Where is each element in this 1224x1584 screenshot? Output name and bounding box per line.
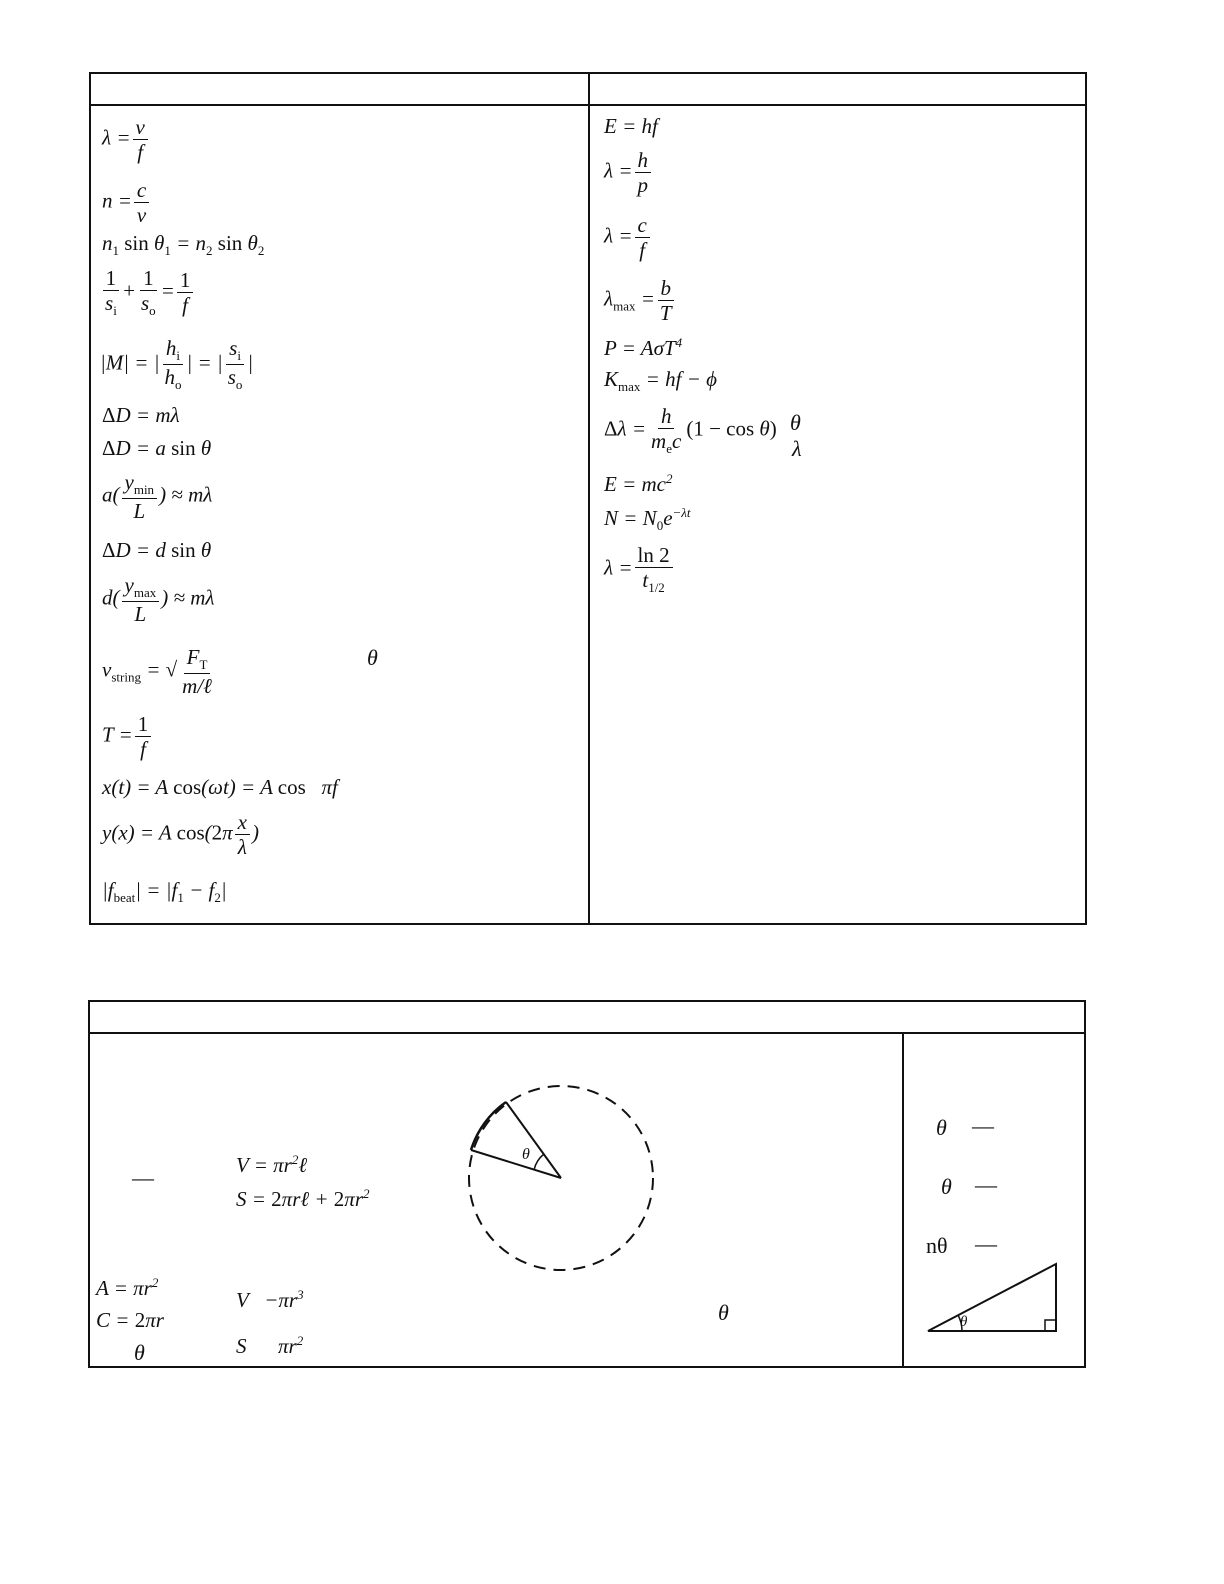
eq-sphere-surface: S $\pi r^2$ xyxy=(236,1333,304,1358)
triangle-shape xyxy=(928,1264,1056,1331)
geometry-header-row xyxy=(90,1002,1084,1034)
angle-arc xyxy=(534,1154,544,1170)
eq-wavelength: λ = $\frac{v}{f}$ xyxy=(102,115,150,164)
compton-theta-label: θ xyxy=(790,410,801,435)
trig-cos-label: θ xyxy=(941,1174,952,1199)
eq-thin-lens: $\frac{1}{s_i}$ + $\frac{1}{s_o}$ = $\frac{1}{f}$ xyxy=(100,266,195,319)
rect-dash: — xyxy=(132,1165,154,1190)
eq-magnification: |M| = | $\frac{h_i}{h_o}$ | = | $\frac{s_i}{s_o}$ | xyxy=(100,336,254,393)
eq-light-wavelength: λ = $\frac{c}{f}$ xyxy=(604,213,652,262)
eq-stefan: P = AσT$^4$ xyxy=(604,335,683,360)
eq-single-slit-min: a( $\frac{y_{min}}{L}$ ) ≈ mλ xyxy=(102,470,213,524)
eq-mass-energy: $E = mc^2$ xyxy=(604,471,673,496)
eq-cylinder-volume: $V = \pi r^2\ell$ xyxy=(236,1152,308,1177)
eq-period: T = $\frac{1}{f}$ xyxy=(102,712,153,761)
eq-decay-constant: λ = $\frac{\ln 2}{t_{1/2}}$ xyxy=(604,543,675,596)
sector-radius-2 xyxy=(471,1150,561,1178)
eq-photoelectric: $K_{max}$ = hf − ϕ xyxy=(604,367,717,395)
trig-tan-label: nθ xyxy=(926,1233,948,1258)
eq-shm: x(t) = A cos(ωt) = A cos πf xyxy=(102,775,338,799)
eq-wave: y(x) = A cos(2π $\frac{x}{\lambda}$ ) xyxy=(102,810,259,860)
circle-theta: θ xyxy=(134,1340,145,1365)
eq-beat: $|f_{beat}| = |f_1 - f_2|$ xyxy=(102,878,227,906)
eq-compton: Δλ = $\frac{h}{m_ec}$ (1 − cos θ) xyxy=(604,404,777,457)
geometry-column-divider xyxy=(902,1032,904,1366)
eq-double-slit-max: d( $\frac{y_{max}}{L}$ ) ≈ mλ xyxy=(102,573,215,627)
eq-cylinder-surface: S = 2πrℓ + $2\pi r^2$ xyxy=(236,1186,370,1211)
compton-lambda-label: λ xyxy=(792,436,802,461)
trig-tan-dash: — xyxy=(975,1231,997,1256)
eq-snell: $n_1$ $\sin \theta_1 = n_2$ $\sin \theta_2$ xyxy=(102,231,265,259)
eq-single-slit: ΔD = a sin θ xyxy=(102,436,212,460)
eq-circumference: C = 2πr xyxy=(96,1308,164,1332)
column-divider xyxy=(588,74,590,923)
triangle-theta-label: θ xyxy=(960,1314,968,1330)
eq-circle-area: $A = \pi r^2$ xyxy=(96,1275,159,1300)
eq-double-slit: ΔD = d sin θ xyxy=(102,538,212,562)
trig-cos-dash: — xyxy=(975,1172,997,1197)
eq-string-speed: $v_{string}$ = √ $\frac{F_T}{\text{m/ℓ}}$ xyxy=(102,645,212,699)
trig-sin-dash: — xyxy=(972,1113,994,1138)
eq-refraction-index: n = $\frac{c}{v}$ xyxy=(102,178,151,227)
arc-theta: θ xyxy=(718,1300,729,1325)
right-angle-marker xyxy=(1045,1320,1056,1331)
right-triangle-diagram xyxy=(920,1258,1065,1338)
sector-theta-label: θ xyxy=(522,1146,530,1163)
theta-symbol: θ xyxy=(367,645,378,670)
eq-wien: $\lambda_{max}$ = $\frac{b}{T}$ xyxy=(604,276,677,325)
eq-de-broglie: λ = $\frac{h}{p}$ xyxy=(604,148,653,197)
eq-path-diff: ΔD = mλ xyxy=(102,403,180,427)
trig-sin-label: θ xyxy=(936,1115,947,1140)
eq-sphere-volume: $V -\pi r^3$ xyxy=(236,1287,304,1312)
eq-decay: $N = N_0e^{-\lambda t}$ xyxy=(604,505,691,534)
circle-sector-diagram xyxy=(460,1080,660,1280)
sector-radius-1 xyxy=(506,1102,561,1178)
eq-photon-energy: E = hf xyxy=(604,114,658,138)
